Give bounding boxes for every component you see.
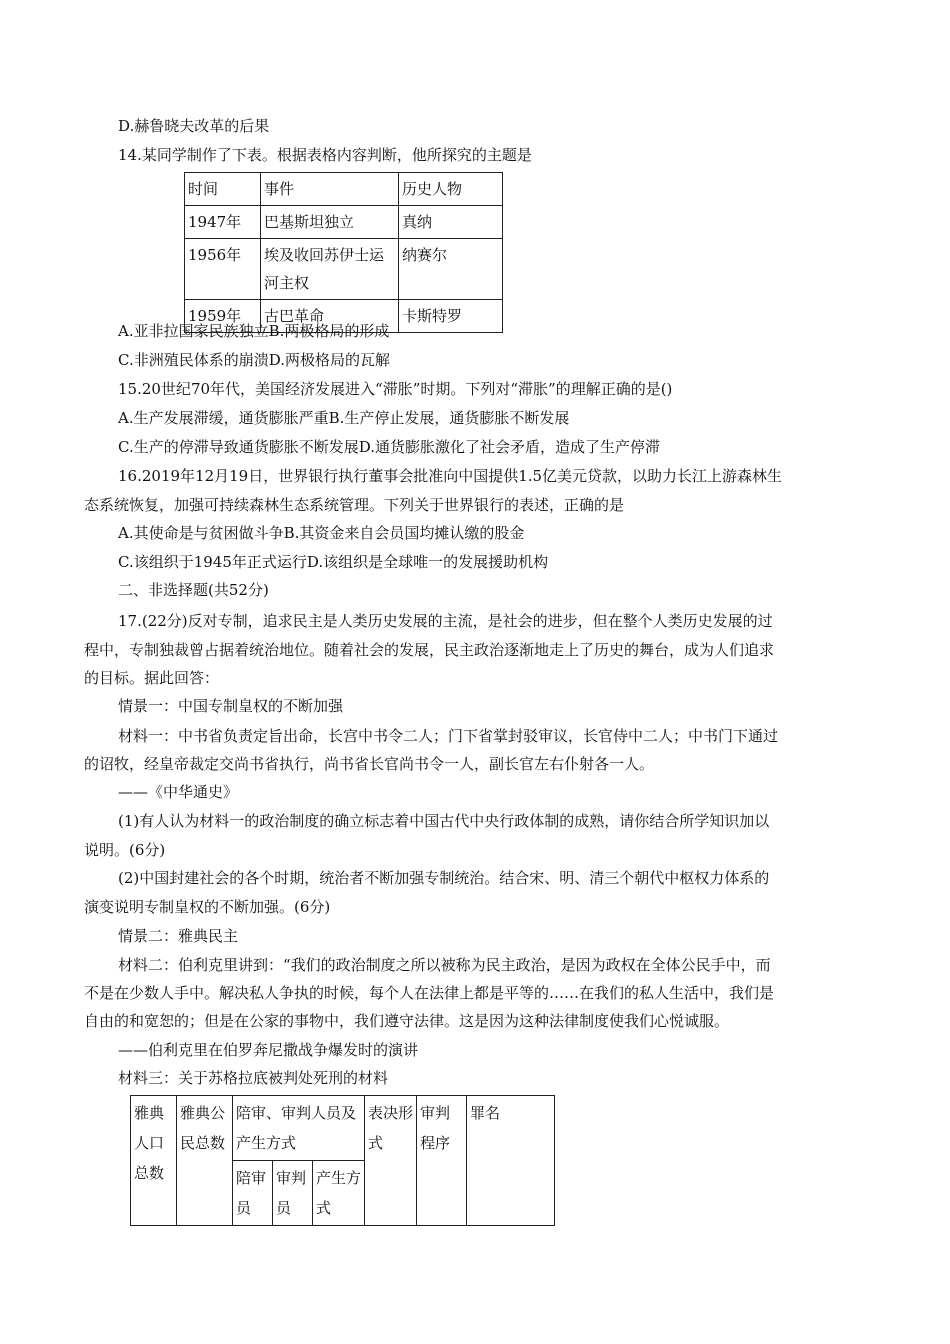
table-row: [185, 206, 503, 239]
option-line: A.生产发展滞缓，通货膨胀严重B.生产停止发展，通货膨胀不断发展: [118, 409, 570, 427]
table-header-row: [185, 173, 503, 206]
option-line: A.其使命是与贫困做斗争B.其资金来自会员国均摊认缴的股金: [118, 524, 525, 542]
question-14: 14.某同学制作了下表。根据表格内容判断，他所探究的主题是: [118, 146, 532, 164]
table-cell: 1956年: [185, 239, 261, 300]
table-header-cell: 审判员: [273, 1161, 313, 1226]
table-header-cell: 历史人物: [399, 173, 503, 206]
table-cell: 卡斯特罗: [399, 300, 503, 333]
option-line: A.亚非拉国家民族独立B.两极格局的形成: [118, 322, 390, 340]
table-topics: [184, 172, 503, 333]
scenario-heading: 情景一：中国专制皇权的不断加强: [118, 697, 344, 715]
text-line: 说明。(6分): [84, 841, 166, 859]
text-line: 演变说明专制皇权的不断加强。(6分): [84, 898, 331, 916]
text-line: 程中，专制独裁曾占据着统治地位。随着社会的发展，民主政治逐渐地走上了历史的舞台，成为人们追求: [84, 641, 775, 659]
sub-question: (2)中国封建社会的各个时期，统治者不断加强专制统治。结合宋、明、清三个朝代中枢权力体系的: [118, 869, 770, 887]
question-17: 17.(22分)反对专制，追求民主是人类历史发展的主流，是社会的进步，但在整个人类历史发展的过: [118, 612, 773, 630]
material-text: 材料一：中书省负责定旨出命，长宫中书令二人；门下省掌封驳审议，长官侍中二人；中书门下通过: [118, 727, 779, 745]
table-header-cell: 雅典人口总数: [131, 1096, 177, 1226]
material-text: 自由的和宽恕的；但是在公家的事物中，我们遵守法律。这是因为这种法律制度使我们心悦诚服。: [84, 1012, 730, 1030]
table-cell: 纳赛尔: [399, 239, 503, 300]
option-line: C.该组织于1945年正式运行D.该组织是全球唯一的发展援助机构: [118, 553, 549, 571]
table-socrates: [130, 1095, 555, 1226]
table-cell: 巴基斯坦独立: [261, 206, 399, 239]
source-citation: ——伯利克里在伯罗奔尼撒战争爆发时的演讲: [118, 1041, 419, 1059]
text-line: D.赫鲁晓夫改革的后果: [118, 117, 270, 135]
option-line: C.非洲殖民体系的崩溃D.两极格局的瓦解: [118, 351, 390, 369]
table-cell: 真纳: [399, 206, 503, 239]
sub-question: (1)有人认为材料一的政治制度的确立标志着中国古代中央行政体制的成熟，请你结合所学知识加以: [118, 812, 770, 830]
table-cell: 1959年: [185, 300, 261, 333]
material-heading: 材料三：关于苏格拉底被判处死刑的材料: [118, 1069, 389, 1087]
table-header-cell: 陪审、审判人员及产生方式: [233, 1096, 365, 1161]
material-text: 的诏牧，经皇帝裁定交尚书省执行，尚书省长官尚书令一人，副长官左右仆射各一人。: [84, 755, 655, 773]
table-header-cell: 陪审员: [233, 1161, 273, 1226]
table-header-cell: 事件: [261, 173, 399, 206]
table-cell: 古巴革命: [261, 300, 399, 333]
table-header-cell: 罪名: [467, 1096, 555, 1226]
table-header-cell: 时间: [185, 173, 261, 206]
table-header-cell: 审判程序: [417, 1096, 467, 1226]
table-header-cell: 雅典公民总数: [177, 1096, 233, 1226]
source-citation: ——《中华通史》: [118, 783, 239, 801]
material-text: 不是在少数人手中。解决私人争执的时候，每个人在法律上都是平等的……在我们的私人生活中，我们是: [84, 984, 775, 1002]
scenario-heading: 情景二：雅典民主: [118, 927, 239, 945]
section-heading: 二、非选择题(共52分): [118, 581, 269, 599]
question-15: 15.20世纪70年代，美国经济发展进入“滞胀”时期。下列对“滞胀”的理解正确的是(): [118, 380, 673, 398]
table-cell: 1947年: [185, 206, 261, 239]
table-header-cell: 表决形式: [365, 1096, 417, 1226]
question-16: 16.2019年12月19日，世界银行执行董事会批准向中国提供1.5亿美元贷款，以助力长江上游森林生: [118, 467, 783, 485]
text-line: 态系统恢复，加强可持续森林生态系统管理。下列关于世界银行的表述，正确的是: [84, 496, 625, 514]
text-line: 的目标。据此回答：: [84, 669, 220, 687]
table-header-cell: 产生方式: [313, 1161, 365, 1226]
option-line: C.生产的停滞导致通货膨胀不断发展D.通货膨胀激化了社会矛盾，造成了生产停滞: [118, 438, 660, 456]
table-row: [185, 239, 503, 300]
table-header-row: [131, 1096, 555, 1161]
material-text: 材料二：伯利克里讲到：“我们的政治制度之所以被称为民主政治，是因为政权在全体公民手中，而: [118, 956, 771, 974]
table-cell: 埃及收回苏伊士运河主权: [261, 239, 399, 300]
